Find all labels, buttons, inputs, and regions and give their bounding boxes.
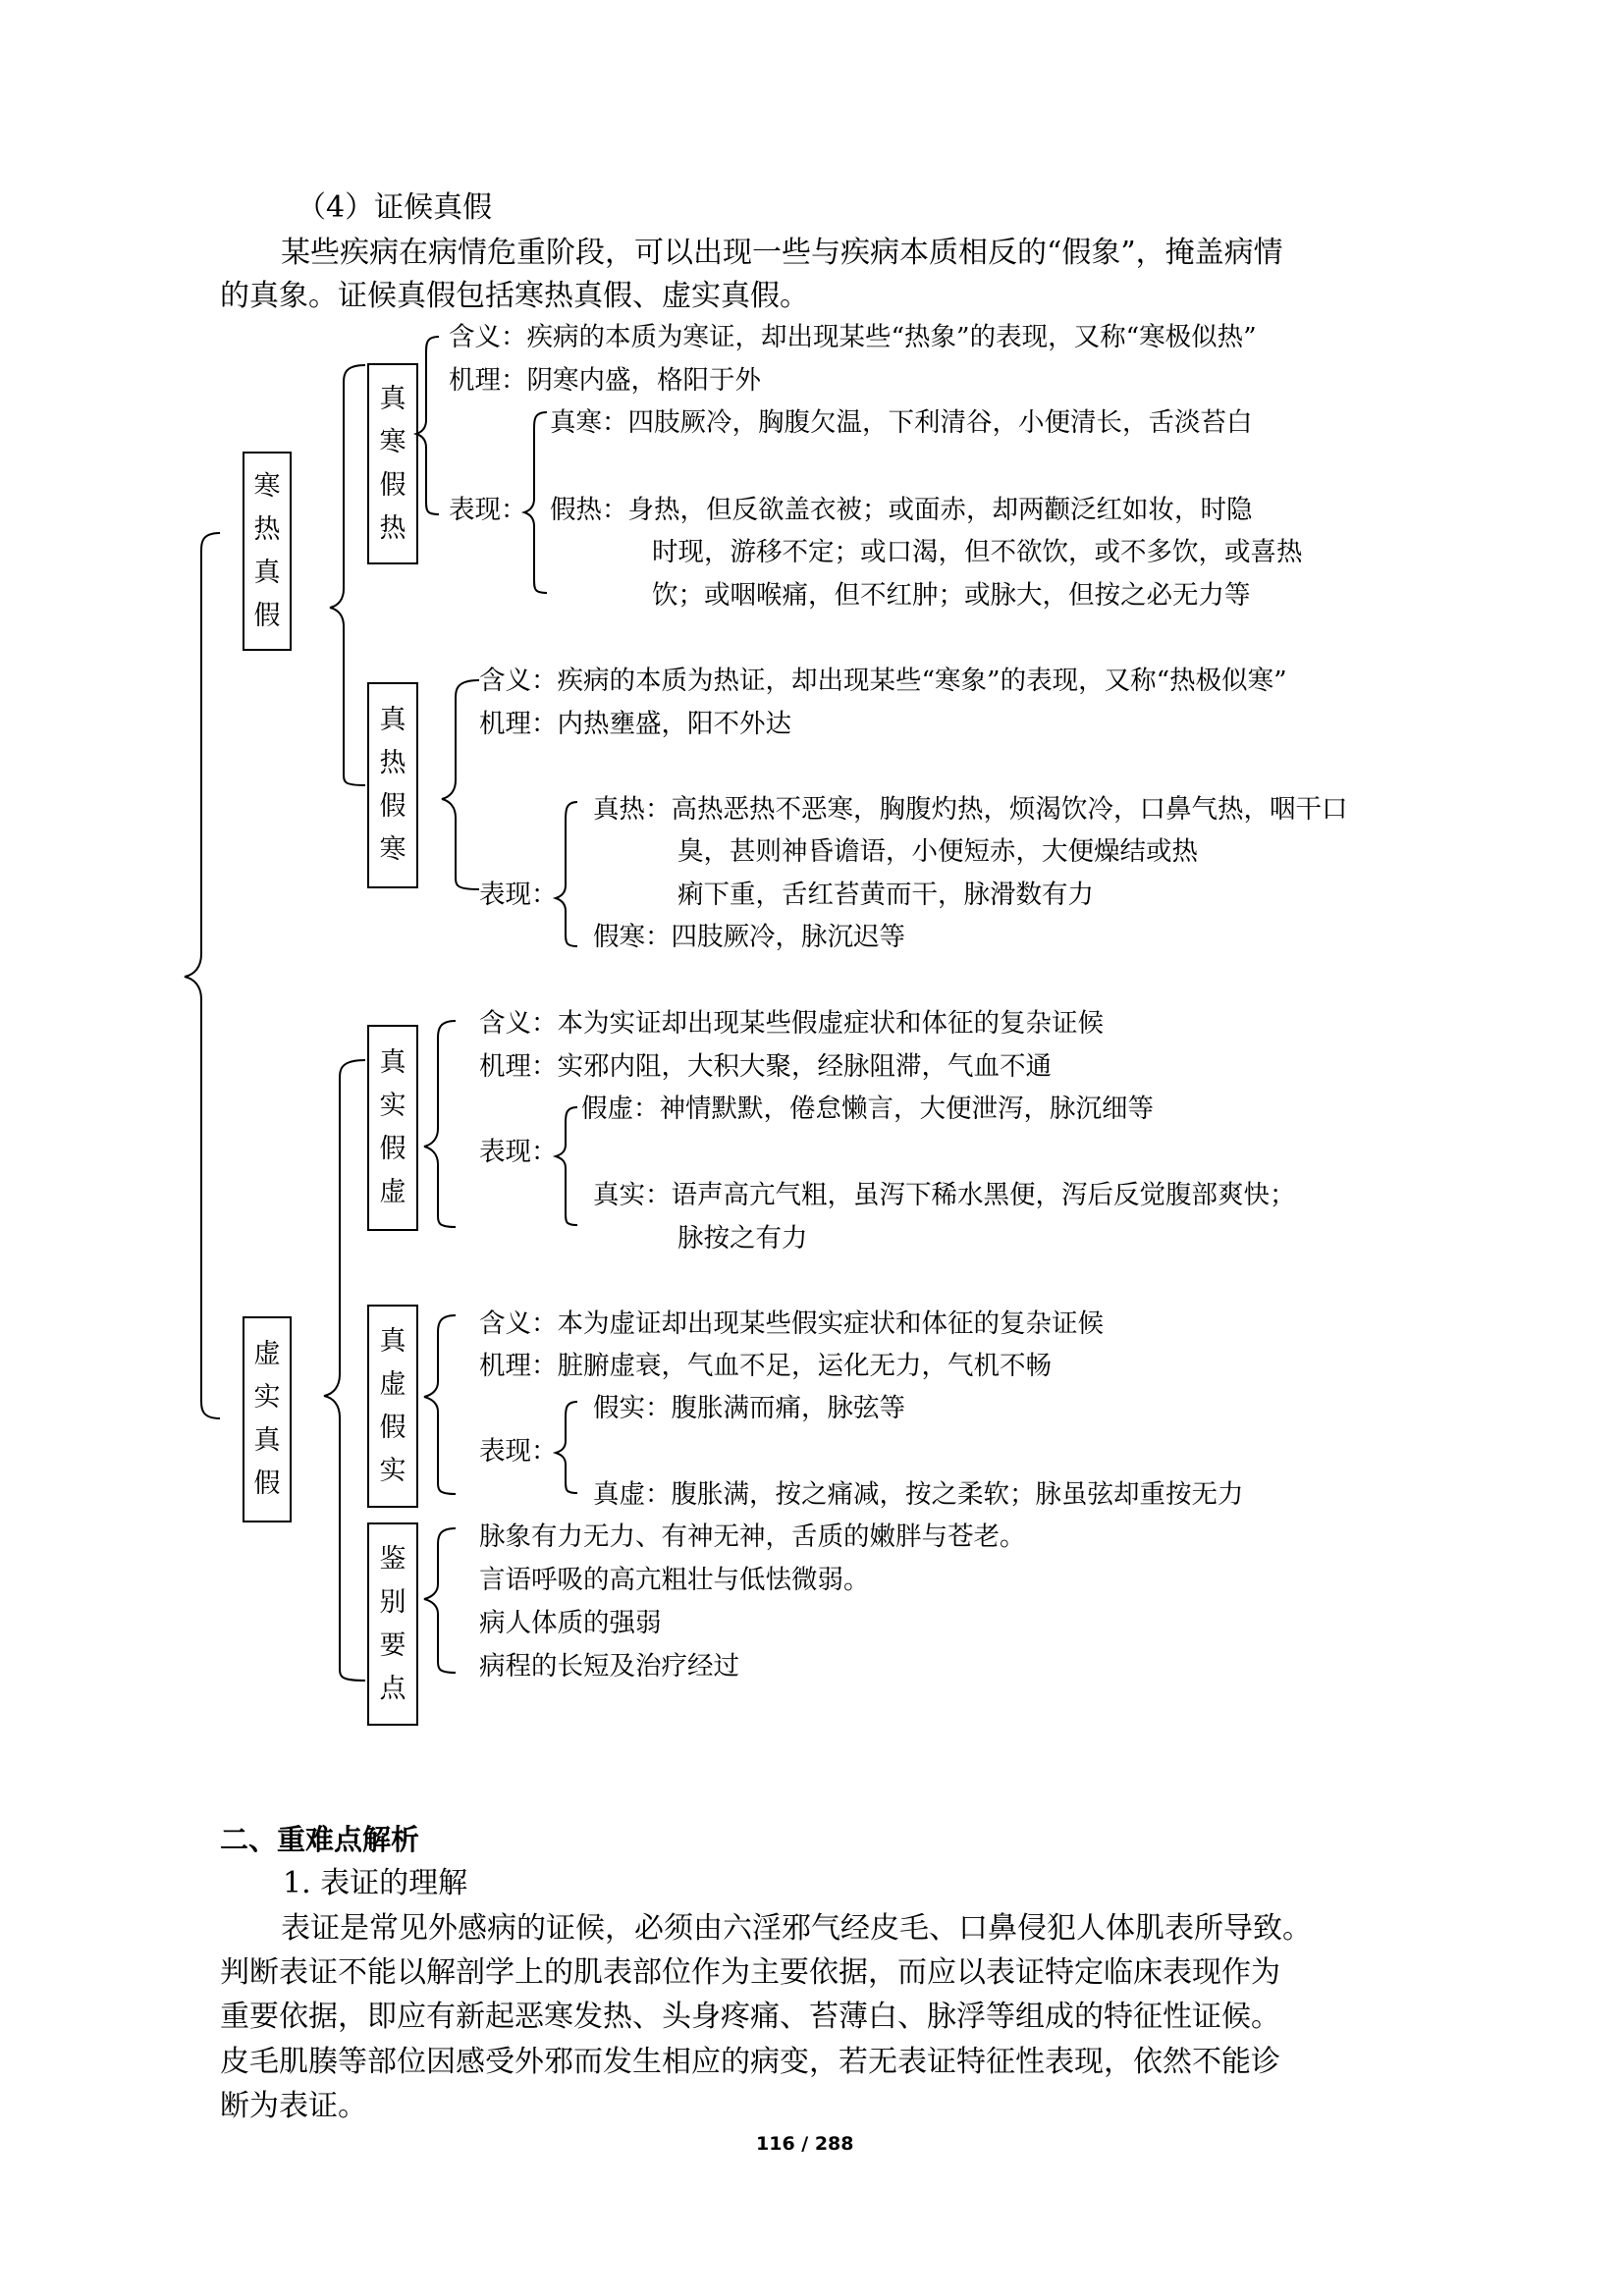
bracket-zhenshi [424,1021,456,1227]
section-2-line-5: 断为表证。 [220,2089,367,2123]
bracket-zhenre-biaoxian [556,802,577,946]
zhenxu-hanyi: 含义：本为虚证却出现某些假实症状和体征的复杂证候 [479,1308,1104,1339]
bracket-jianbie [424,1528,456,1673]
label-box-jianbie: 鉴 别 要 点 [367,1522,418,1726]
label-box-zhenxu: 真 虚 假 实 [367,1305,418,1508]
zhenhan-zhen-line: 真寒：四肢厥冷，胸腹欠温，下利清谷，小便清长，舌淡苔白 [550,407,1253,438]
jianbie-item-4: 病程的长短及治疗经过 [479,1651,739,1682]
section-2-line-3: 重要依据，即应有新起恶寒发热、头身疼痛、苔薄白、脉浮等组成的特征性证候。 [220,2000,1280,2034]
bracket-zhenhan-biaoxian [524,412,547,593]
zhenshi-jili: 机理：实邪内阻，大积大聚，经脉阻滞，气血不通 [479,1051,1052,1082]
zhenshi-jia-line: 假虚：神情默默，倦怠懒言，大便泄泻，脉沉细等 [581,1094,1154,1124]
section-2-line-2: 判断表证不能以解剖学上的肌表部位作为主要依据，而应以表证特定临床表现作为 [220,1955,1280,1990]
label-box-xushi: 虚 实 真 假 [243,1316,292,1522]
zhenre-jia-line: 假寒：四肢厥冷，脉沉迟等 [593,922,905,952]
zhenre-biaoxian-label: 表现： [479,880,558,910]
section-2-line-1: 表证是常见外感病的证候，必须由六淫邪气经皮毛、口鼻侵犯人体肌表所导致。 [281,1911,1312,1946]
zhenre-hanyi: 含义：疾病的本质为热证，却出现某些“寒象”的表现，又称“热极似寒” [479,666,1287,696]
intro-paragraph-line-1: 某些疾病在病情危重阶段，可以出现一些与疾病本质相反的“假象”，掩盖病情 [281,236,1283,270]
zhenre-zhen-line-3: 痢下重，舌红苔黄而干，脉滑数有力 [677,880,1094,910]
zhenhan-biaoxian-label: 表现： [449,495,527,525]
zhenhan-jia-line-2: 时现，游移不定；或口渴，但不欲饮，或不多饮，或喜热 [652,537,1303,567]
zhenre-jili: 机理：内热壅盛，阳不外达 [479,709,791,739]
zhenhan-jia-line-3: 饮；或咽喉痛，但不红肿；或脉大，但按之必无力等 [652,580,1251,611]
label-box-zhenre: 真 热 假 寒 [367,682,418,888]
bracket-zhenxu [424,1315,456,1494]
jianbie-item-1: 脉象有力无力、有神无神，舌质的嫩胖与苍老。 [479,1522,1026,1552]
zhenshi-zhen-line-1: 真实：语声高亢气粗，虽泻下稀水黑便，泻后反觉腹部爽快； [593,1180,1296,1210]
zhenxu-biaoxian-label: 表现： [479,1436,558,1467]
zhenhan-jili: 机理：阴寒内盛，格阳于外 [449,365,761,396]
jianbie-item-3: 病人体质的强弱 [479,1608,662,1638]
bracket-zhenxu-biaoxian [556,1402,577,1493]
section-2-subtitle: 1. 表证的理解 [283,1866,468,1900]
bracket-xushi [324,1060,365,1681]
jianbie-item-2: 言语呼吸的高亢粗壮与低怯微弱。 [479,1565,870,1595]
zhenhan-jia-line-1: 假热：身热，但反欲盖衣被；或面赤，却两颧泛红如妆，时隐 [550,495,1253,525]
zhenshi-hanyi: 含义：本为实证却出现某些假虚症状和体征的复杂证候 [479,1008,1104,1039]
section-heading: （4）证候真假 [297,190,493,225]
label-box-hanre: 寒 热 真 假 [243,452,292,651]
label-box-zhenshi: 真 实 假 虚 [367,1025,418,1231]
bracket-root [185,533,220,1418]
zhenshi-zhen-line-2: 脉按之有力 [677,1223,808,1254]
intro-paragraph-line-2: 的真象。证候真假包括寒热真假、虚实真假。 [220,279,809,313]
zhenshi-biaoxian-label: 表现： [479,1137,558,1167]
zhenhan-hanyi: 含义：疾病的本质为寒证，却出现某些“热象”的表现，又称“寒极似热” [449,322,1257,352]
zhenre-zhen-line-1: 真热：高热恶热不恶寒，胸腹灼热，烦渴饮冷，口鼻气热，咽干口 [593,794,1348,825]
zhenxu-zhen-line: 真虚：腹胀满，按之痛减，按之柔软；脉虽弦却重按无力 [593,1479,1244,1510]
label-box-zhenhan: 真 寒 假 热 [367,363,418,564]
bracket-zhenshi-biaoxian [556,1107,577,1225]
zhenxu-jia-line: 假实：腹胀满而痛，脉弦等 [593,1393,905,1423]
bracket-hanre [330,365,365,785]
section-2-title: 二、重难点解析 [220,1823,420,1856]
bracket-zhenre [442,680,479,889]
bracket-zhenhan [416,337,439,514]
zhenxu-jili: 机理：脏腑虚衰，气血不足，运化无力，气机不畅 [479,1351,1052,1381]
zhenre-zhen-line-2: 臭，甚则神昏谵语，小便短赤，大便燥结或热 [677,836,1198,867]
section-2-line-4: 皮毛肌腠等部位因感受外邪而发生相应的病变，若无表证特征性表现，依然不能诊 [220,2045,1280,2079]
page-number: 116 / 288 [756,2133,854,2155]
